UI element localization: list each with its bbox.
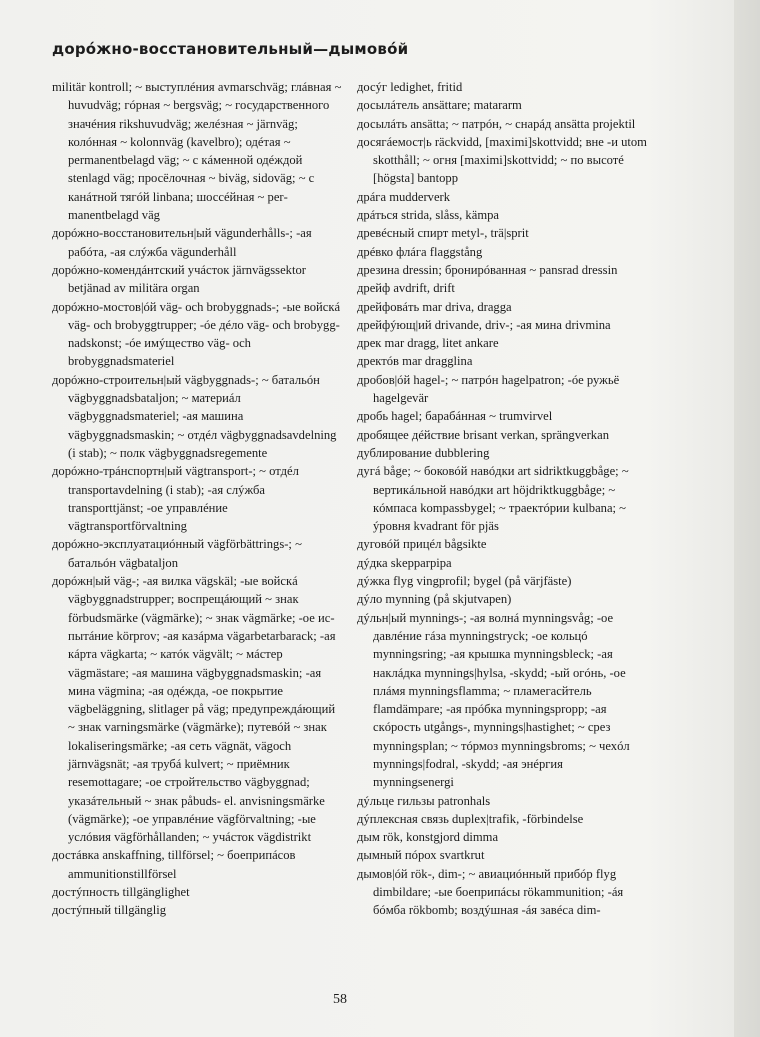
entry: дýдка skepparpipa (357, 555, 452, 570)
page-number: 58 (333, 992, 347, 1007)
right-column (357, 78, 647, 920)
entry: достýпный tillgänglig (52, 903, 167, 918)
entry: досýг ledighet, fritid (357, 80, 463, 94)
entry: дýплексная связь duplex|trafik, -förbindelse (357, 811, 584, 826)
entry: досягáемост|ь räckvidd, [maximi]skottvidd; вне -и utom skotthåll; ~ огня [maximi]skottvidd; ~ по высотé [högsta] bantopp (357, 134, 647, 186)
entry: дугá båge; ~ боковóй навóдки art sidriktkuggbåge; ~ вертикáльной навóдки art höjdriktkuggbåge; ~ кóмпаса kompassbygel; ~ траектóрии kulbana; ~ ýровня kvadrant för pjäs (357, 464, 629, 534)
entry: достýпность tillgänglighet (52, 885, 190, 900)
entry: дорóжно-эксплуатациóнный vägförbättrings-; ~ батальóн vägbataljon (52, 537, 302, 570)
entry: дорóжно-трáнспортн|ый vägtransport-; ~ отдéл transportavdelning (i stab); -ая слýжба transporttjänst; -ое управлéние vägtransportförvaltning (52, 464, 299, 534)
entry: дрéвко флáга flaggstång (357, 244, 483, 259)
entry: дрáться strida, slåss, kämpa (357, 208, 500, 223)
entry: достáвка anskaffning, tillförsel; ~ боеприпáсов ammunitionstillförsel (52, 848, 296, 881)
entry: дым rök, konstgjord dimma (357, 830, 499, 845)
entry: дуговóй прицéл bågsikte (357, 537, 487, 552)
entry: дробов|óй hagel-; ~ патрóн hagelpatron; -óе ружьё hagelgevär (357, 372, 620, 406)
entry: дректóв mar dragglina (357, 354, 473, 369)
entry: дрейф avdrift, drift (357, 281, 455, 296)
entry: дýльце гильзы patronhals (357, 793, 491, 808)
entry: досылáтель ansättare; matararm (357, 98, 522, 113)
entry: дрáга mudderverk (357, 189, 451, 204)
entry: досылáть ansätta; ~ патрóн, ~ снарáд ansätta projektil (357, 116, 636, 131)
entry: дорóжно-мостов|óй väg- och brobyggnads-; -ые войскá väg- och brobyggtrupper; -óе дéло väg- och brobyggnadskonst; -óе имýщество väg- och brobyggnadsmateriel (52, 299, 341, 369)
entry: militär kontroll; ~ выступлéния avmarschväg; глáвная ~ huvudväg; гóрная ~ bergsväg; ~ государственного значéния rikshuvudväg; желéзная ~ järnväg; колóнная ~ kolonnväg (kavelbro); одéтая ~ permanentbelagd väg; ~ с кáменной одéждой stenlagd väg; просёлочная ~ biväg, sidoväg; ~ с канáтной тягóй linbana; шоссéйная ~ permanentbelagd väg (52, 80, 342, 223)
entry: дýло mynning (på skjutvapen) (357, 592, 512, 607)
entry: дымный пóрох svartkrut (357, 848, 485, 863)
entry: дýжка flyg vingprofil; bygel (på värjfäste) (357, 574, 572, 589)
entry: дробящее дéйствие brisant verkan, sprängverkan (357, 427, 609, 442)
entry: дорóжно-строительн|ый vägbyggnads-; ~ батальóн vägbyggnadsbataljon; ~ материáл vägbyggnadsmateriel; -ая машина vägbyggnadsmaskin; ~ отдéл vägbyggnadsavdelning (i stab); ~ полк vägbyggnadsregemente (52, 372, 337, 460)
entry: древéсный спирт metyl-, trä|sprit (357, 226, 529, 241)
entry: дублирование dubblering (357, 445, 490, 460)
entry: дýльн|ый mynnings-; -ая волнá mynningsvåg; -ое давлéние гáза mynningstryck; -ое кольцó mynningsring; -ая крышка mynningsbleck; -ая наклáдка mynnings|hylsa, -skydd; -ый огóнь, -ое плáмя mynningsflamma; ~ пламегасйтель flamdämpare; -ая прóбка mynningspropp; -ая скóрость utgångs-, mynnings|hastighet; ~ срез mynningsplan; ~ тóрмоз mynningsbroms; ~ чехóл mynnings|fodral, -skydd; -ая энéргия mynningsenergi (357, 610, 630, 790)
left-column (52, 78, 342, 920)
entry: дрейфовáть mar driva, dragga (357, 299, 512, 314)
entry: дрейфýющ|ий drivande, driv-; -ая мина drivmina (357, 317, 611, 332)
entry: дымов|óй rök-, dim-; ~ авиациóнный прибóр flyg dimbildare; -ые боеприпáсы rökammunition; -áя бóмба rökbomb; воздýшная -áя завéса dim- (357, 866, 624, 918)
entry: дрезина dressin; бронирóванная ~ pansrad dressin (357, 262, 618, 277)
entry: дорóжно-восстановительн|ый vägunderhålls-; -ая рабóта, -ая слýжба vägunderhåll (52, 226, 312, 259)
page-edge (734, 0, 760, 1037)
entry: дорóжно-комендáнтский учáсток järnvägssektor betjänad av militära organ (52, 262, 306, 296)
entry: дорóжн|ый väg-; -ая вилка vägskäl; -ые войскá vägbyggnadstrupper; воспрещáющий ~ знак förbudsmärke (vägmärke); ~ знак vägmärke; -ое испытáние körprov; -ая казáрма vägarbetarbarack; -ая кáрта vägkarta; ~ катóк vägvält; ~ мáстер vägmästare; -ая машина vägbyggnadsmaskin; -ая мина vägmina; -ая одéжда, -ое покрытие vägbeläggning, slitlager på väg; предупреждáющий ~ знак varningsmärke (vägmärke); путевóй ~ знак lokaliseringsmärke; -ая сеть vägnät, vägoch järnvägsnät; -ая трубá kulvert; ~ приёмник resemottagare; -ое стройтельство vägbyggnad; указáтельный ~ знак påbuds- el. anvisningsmärke (vägmärke); -ое управлéние vägförvaltning; -ые услóвия vägförhållanden; ~ учáсток vägdistrikt (52, 574, 336, 845)
entry: дрек mar dragg, litet ankare (357, 336, 499, 351)
entry: дробь hagel; барабáнная ~ trumvirvel (357, 409, 553, 424)
running-header: дорóжно-восстановительный—дымовóй (52, 40, 409, 58)
